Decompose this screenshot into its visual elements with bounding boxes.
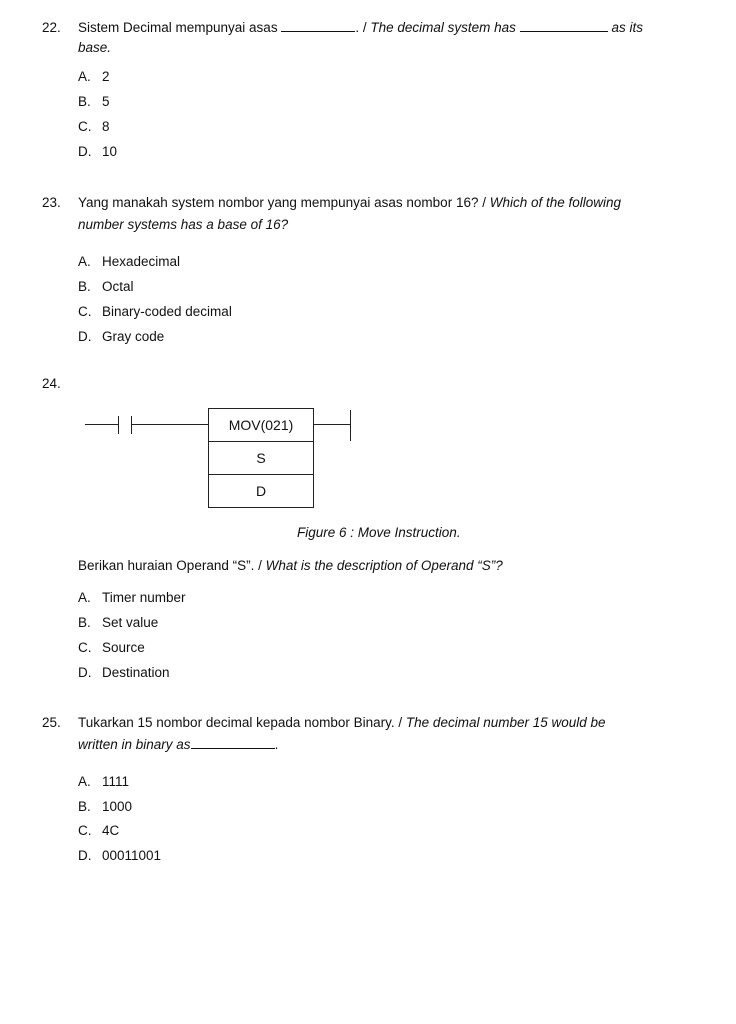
question-english: as its: [611, 20, 643, 35]
option: [78, 822, 119, 840]
power-rail: [350, 410, 351, 441]
operand-d-box: D: [208, 474, 314, 508]
figure-caption: Figure 6 : Move Instruction.: [297, 525, 461, 540]
option-text: 1111: [102, 774, 130, 789]
option: [78, 118, 110, 136]
option-text: Binary-coded decimal: [102, 304, 232, 319]
option-text: Hexadecimal: [102, 254, 181, 269]
separator: . /: [355, 20, 371, 35]
option-text: 1000: [102, 799, 133, 814]
option-letter: A.: [78, 254, 91, 269]
question-malay: Sistem Decimal mempunyai asas: [78, 20, 278, 35]
option: [78, 93, 110, 111]
option-letter: C.: [78, 304, 92, 319]
question-text: [78, 557, 503, 575]
question-number: 22.: [42, 20, 61, 35]
option: [78, 328, 164, 346]
option: [78, 68, 110, 86]
question-text: [78, 714, 606, 732]
answer-blank: [281, 19, 355, 32]
question-malay: Berikan huraian Operand “S”. /: [78, 558, 266, 573]
option: [78, 639, 145, 657]
option: [78, 798, 132, 816]
option-letter: B.: [78, 94, 91, 109]
option: [78, 253, 180, 271]
option-letter: B.: [78, 279, 91, 294]
option-text: Destination: [102, 665, 170, 680]
option-letter: B.: [78, 615, 91, 630]
option-text: Set value: [102, 615, 159, 630]
option-letter: C.: [78, 119, 92, 134]
option: [78, 589, 186, 607]
rung-line: [131, 424, 208, 425]
option-text: Octal: [102, 279, 134, 294]
question-english: The decimal system has: [370, 20, 516, 35]
option-letter: A.: [78, 774, 91, 789]
option: [78, 278, 134, 296]
question-english: The decimal number 15 would be: [405, 715, 606, 730]
option-letter: C.: [78, 823, 92, 838]
rung-line: [314, 424, 350, 425]
option-text: 5: [102, 94, 110, 109]
question-english: Which of the following: [489, 195, 622, 210]
question-text: [78, 194, 621, 212]
option-letter: D.: [78, 848, 92, 863]
option-text: Gray code: [102, 329, 165, 344]
option: [78, 773, 129, 791]
question-number: 25.: [42, 715, 61, 730]
option-letter: C.: [78, 640, 92, 655]
option-letter: A.: [78, 590, 91, 605]
option-text: 8: [102, 119, 110, 134]
option-text: 4C: [102, 823, 120, 838]
question-english: written in binary as: [78, 737, 191, 752]
option-letter: D.: [78, 144, 92, 159]
question-malay: Yang manakah system nombor yang mempunyai asas nombor 16? /: [78, 195, 490, 210]
option: [78, 143, 117, 161]
question-english: What is the description of Operand “S”?: [265, 558, 503, 573]
question-text: [78, 19, 643, 37]
option-letter: A.: [78, 69, 91, 84]
option: [78, 664, 170, 682]
period: .: [274, 737, 279, 752]
question-number: 23.: [42, 195, 61, 210]
answer-blank: [191, 736, 275, 749]
option: [78, 847, 161, 865]
option: [78, 303, 232, 321]
question-number: 24.: [42, 376, 61, 391]
contact-left: [118, 416, 119, 434]
option-text: 00011001: [102, 848, 162, 863]
question-english: number systems has a base of 16?: [78, 217, 289, 232]
option-text: Timer number: [102, 590, 186, 605]
option-letter: D.: [78, 329, 92, 344]
option: [78, 614, 158, 632]
question-malay: Tukarkan 15 nombor decimal kepada nombor Binary. /: [78, 715, 406, 730]
option-text: 10: [102, 144, 118, 159]
question-english: base.: [78, 40, 112, 55]
rung-line: [85, 424, 118, 425]
option-letter: B.: [78, 799, 91, 814]
option-text: Source: [102, 640, 145, 655]
instruction-box: MOV(021): [208, 408, 314, 442]
answer-blank: [520, 19, 608, 32]
operand-s-box: S: [208, 441, 314, 475]
option-text: 2: [102, 69, 110, 84]
option-letter: D.: [78, 665, 92, 680]
